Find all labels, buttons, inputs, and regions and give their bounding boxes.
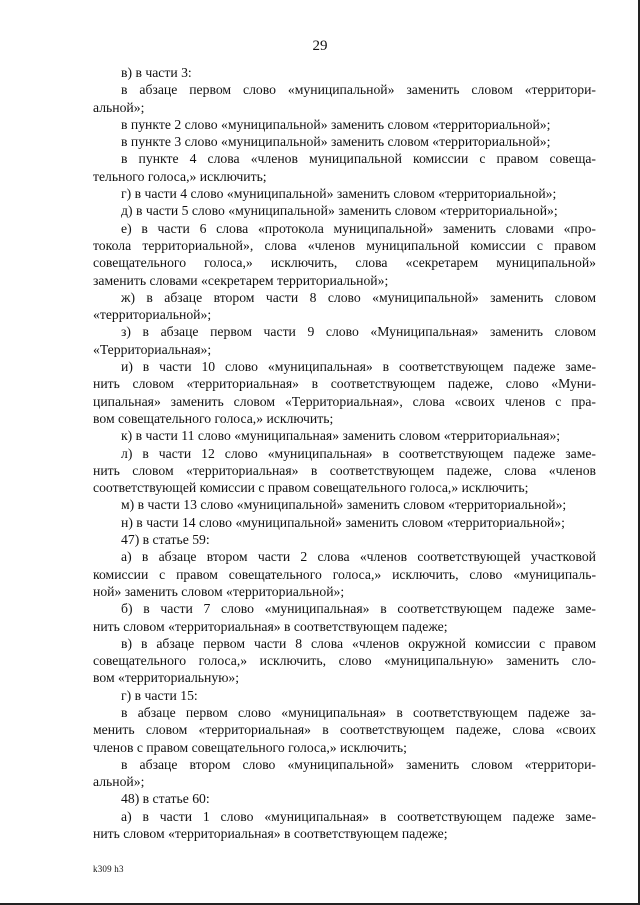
paragraph <box>93 427 596 444</box>
paragraph <box>93 185 596 202</box>
paragraph-line: в) в части 3: <box>121 65 192 80</box>
document-body <box>93 64 596 842</box>
paragraph-line: д) в части 5 слово «муниципальной» заменить словом «территориальной»; <box>121 203 558 219</box>
paragraph <box>93 808 596 843</box>
paragraph-line: «территориальной»; <box>93 307 212 323</box>
paragraph-line: г) в части 4 слово «муниципальной» заменить словом «территориальной»; <box>121 186 557 202</box>
paragraph-line: нить словом «территориальная» в соответствующем падеже; <box>93 618 448 634</box>
paragraph <box>93 548 596 600</box>
paragraph <box>93 289 596 324</box>
paragraph-line: «Территориальная»; <box>93 341 212 357</box>
paragraph <box>93 756 596 791</box>
paragraph-line: заменить словами «секретарем территориальной»; <box>93 272 389 288</box>
paragraph-line: г) в части 15: <box>121 687 198 703</box>
paragraph-line: а) в абзаце втором части 2 слова «членов соответствующей участковой <box>121 549 596 565</box>
paragraph-line: к) в части 11 слово «муниципальная» заменить словом «территориальная»; <box>121 428 561 444</box>
paragraph-line: токола территориальной», слова «членов муниципальной комиссии с правом <box>93 237 596 253</box>
paragraph <box>93 635 596 687</box>
paragraph-line: н) в части 14 слово «муниципальной» заменить словом «территориальной»; <box>121 514 565 530</box>
paragraph <box>93 704 596 756</box>
paragraph <box>93 116 596 133</box>
paragraph-line: ципальная» заменить словом «Территориальная», слова «своих членов с пра- <box>93 393 596 409</box>
paragraph-line: вом «территориальную»; <box>93 670 240 686</box>
paragraph-line: ж) в абзаце втором части 8 слово «муниципальной» заменить словом <box>121 289 596 305</box>
paragraph-line: совещательного голоса,» исключить, слово «муниципальную» заменить сло- <box>93 653 596 669</box>
paragraph-line: соответствующей комиссии с правом совещательного голоса,» исключить; <box>93 480 529 496</box>
paragraph-line: и) в части 10 слово «муниципальная» в соответствующем падеже заме- <box>121 359 596 375</box>
paragraph <box>93 81 596 116</box>
paragraph-line: менить словом «территориальная» в соответствующем падеже, слова «своих <box>93 722 596 738</box>
paragraph <box>93 220 596 289</box>
paragraph-line: комиссии с правом совещательного голоса,» исключить, слово «муниципаль- <box>93 566 596 582</box>
paragraph-line: в) в абзаце первом части 8 слова «членов окружной комиссии с правом <box>121 635 596 651</box>
paragraph-line: в абзаце первом слово «муниципальная» в соответствующем падеже за- <box>121 704 596 720</box>
paragraph <box>93 323 596 358</box>
paragraph <box>93 790 596 807</box>
paragraph-line: в пункте 4 слова «членов муниципальной комиссии с правом совеща- <box>121 151 596 167</box>
paragraph-line: в пункте 2 слово «муниципальной» заменить словом «территориальной»; <box>121 116 551 132</box>
page-number: 29 <box>312 38 328 54</box>
paragraph-line: совещательного голоса,» исключить, слова «секретарем муниципальной» <box>93 255 596 271</box>
footer-code: k309 h3 <box>93 864 124 874</box>
paragraph-line: тельного голоса,» исключить; <box>93 168 267 184</box>
paragraph-line: м) в части 13 слово «муниципальной» заменить словом «территориальной»; <box>121 497 567 513</box>
paragraph-line: альной»; <box>93 774 145 790</box>
paragraph-line: е) в части 6 слова «протокола муниципальной» заменить словами «про- <box>121 220 596 236</box>
paragraph <box>93 150 596 185</box>
paragraph-line: б) в части 7 слово «муниципальная» в соответствующем падеже заме- <box>121 601 596 617</box>
paragraph-line: а) в части 1 слово «муниципальная» в соответствующем падеже заме- <box>121 808 596 824</box>
paragraph <box>93 687 596 704</box>
paragraph-line: в абзаце первом слово «муниципальной» заменить словом «территори- <box>121 82 596 98</box>
paragraph-line: 48) в статье 60: <box>121 791 210 807</box>
paragraph <box>93 64 596 81</box>
paragraph-line: 47) в статье 59: <box>121 532 210 548</box>
paragraph <box>93 202 596 219</box>
paragraph <box>93 531 596 548</box>
paragraph-line: ной» заменить словом «территориальной»; <box>93 583 345 599</box>
paragraph-line: з) в абзаце первом части 9 слово «Муниципальная» заменить словом <box>121 324 596 340</box>
paragraph-line: в абзаце втором слово «муниципальной» заменить словом «территори- <box>121 756 596 772</box>
paragraph <box>93 133 596 150</box>
paragraph-line: нить словом «территориальная» в соответствующем падеже; <box>93 826 448 842</box>
paragraph-line: вом совещательного голоса,» исключить; <box>93 410 334 426</box>
paragraph-line: нить словом «территориальная» в соответствующем падеже, слова «членов <box>93 462 596 478</box>
paragraph <box>93 358 596 427</box>
paragraph-line: в пункте 3 слово «муниципальной» заменить словом «территориальной»; <box>121 134 551 150</box>
paragraph <box>93 514 596 531</box>
paragraph-line: л) в части 12 слово «муниципальная» в соответствующем падеже заме- <box>121 445 596 461</box>
paragraph <box>93 445 596 497</box>
paragraph-line: альной»; <box>93 99 145 115</box>
paragraph <box>93 600 596 635</box>
paragraph-line: нить словом «территориальная» в соответствующем падеже, слово «Муни- <box>93 376 596 392</box>
paragraph-line: членов с правом совещательного голоса,» исключить; <box>93 739 407 755</box>
paragraph <box>93 496 596 513</box>
